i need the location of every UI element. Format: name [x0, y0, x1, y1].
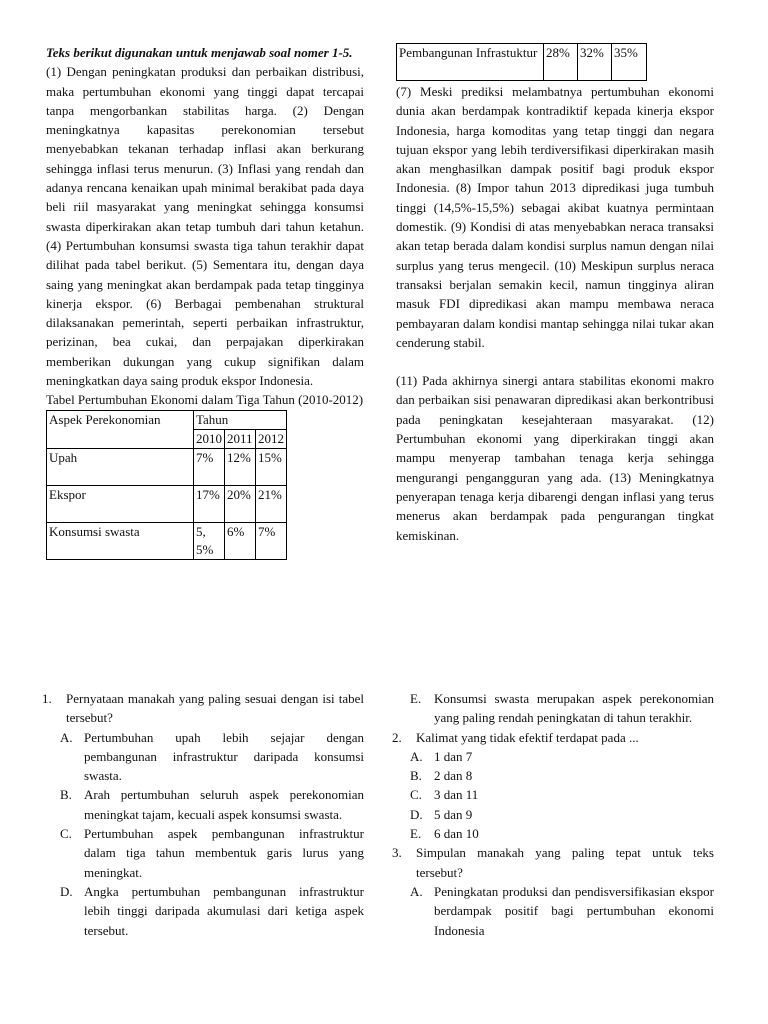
question-text: Simpulan manakah yang paling tepat untuk teks tersebut? — [416, 845, 714, 880]
option-label: A. — [410, 748, 423, 764]
table-caption: Tabel Pertumbuhan Ekonomi dalam Tiga Tahun (2010-2012) — [46, 392, 364, 408]
table-cell: 20% — [225, 485, 256, 522]
growth-table — [46, 410, 287, 560]
option-label: D. — [410, 806, 423, 822]
option-text: Pertumbuhan aspek pembangunan infrastruktur dalam tiga tahun membentuk garis lurus yang meningkat. — [84, 826, 364, 880]
table-row — [47, 485, 287, 522]
table-header-year: Tahun — [194, 410, 287, 429]
table-cell: 15% — [256, 448, 287, 485]
table-cell: 6% — [225, 522, 256, 559]
option-text: Arah pertumbuhan seluruh aspek perekonomian meningkat tajam, kecuali aspek konsumsi swasta. — [84, 787, 364, 822]
table-cell-aspect: Konsumsi swasta — [47, 522, 194, 559]
option-1d[interactable] — [42, 882, 364, 940]
option-text: Peningkatan produksi dan pendisversifikasian ekspor berdampak positif bagi pertumbuhan ekonomi Indonesia — [434, 883, 714, 938]
table-cell-aspect: Ekspor — [47, 485, 194, 522]
option-1c[interactable] — [42, 824, 364, 882]
table-year: 2010 — [194, 429, 225, 448]
table-cell: 5,5% — [194, 522, 225, 559]
question-text: Pernyataan manakah yang paling sesuai dengan isi tabel tersebut? — [66, 691, 364, 726]
option-label: D. — [60, 883, 73, 899]
option-label: B. — [410, 768, 422, 784]
table-row — [47, 448, 287, 485]
passage-paragraph-2: (7) Meski prediksi melambatnya pertumbuhan ekonomi dunia akan berdampak kontradiktif kepada kinerja ekspor Indonesia, harga komoditas yang tetap tinggi dan negara tujuan ekspor yang lebih terdiversifikasi diperkirakan masih akan menghasilkan dampak positif bagi produk ekspor Indonesia. (8) Impor tahun 2013 dipredikasi juga tumbuh tinggi (14,5%-15,5%) sebagai akibat kuatnya permintaan domestik. (9) Kondisi di atas menyebabkan neraca transaksi akan tetap berada dalam kondisi surplus namun dengan nilai surplus yang terus mengecil. (10) Meskipun surplus neraca transaksi berjalan semakin kecil, namun tingginya aliran masuk FDI dipredikasi akan mampu membawa neraca pembayaran dalam kondisi mantap sehingga nilai tukar akan cenderung stabil. — [396, 84, 714, 350]
option-text: 3 dan 11 — [434, 787, 479, 803]
option-label: E. — [410, 691, 422, 706]
option-1b[interactable] — [42, 785, 364, 824]
table-header-aspect: Aspek Perekonomian — [47, 410, 194, 448]
option-text: 5 dan 9 — [434, 806, 473, 822]
table-cell: 7% — [194, 448, 225, 485]
option-label: A. — [410, 883, 423, 899]
table-year: 2012 — [256, 429, 287, 448]
table-year: 2011 — [225, 429, 256, 448]
table-row — [397, 44, 647, 81]
table-cell: 17% — [194, 485, 225, 522]
option-2a[interactable] — [392, 747, 714, 766]
questions-left-column — [42, 689, 364, 940]
option-text: 6 dan 10 — [434, 826, 479, 842]
option-text: Pertumbuhan upah lebih sejajar dengan pembangunan infrastruktur daripada konsumsi swasta. — [84, 729, 364, 784]
table-cell-aspect: Upah — [47, 448, 194, 485]
option-label: E. — [410, 826, 422, 842]
option-label: B. — [60, 787, 72, 803]
table-cell: 12% — [225, 448, 256, 485]
passage-paragraph-1: (1) Dengan peningkatan produksi dan perbaikan distribusi, maka pertumbuhan ekonomi yang tinggi dapat tercapai tanpa mengorbankan stabilitas harga. (2) Dengan meningkatnya kapasitas perekonomian tersebut menyebabkan tekanan terhadap inflasi akan berkurang sehingga inflasi terus menurun. (3) Inflasi yang rendah dan adanya rencana kenaikan upah minimal berakibat pada daya beli riil masyarakat yang meningkat sehingga konsumsi swasta diperkirakan akan tetap tumbuh dari tahun ketahun. (4) Pertumbuhan konsumsi swasta tiga tahun terakhir dapat dilihat pada tabel berikut. (5) Sementara itu, dengan daya saing yang meningkat akan berdampak pada tetap tingginya kinerja ekspor. (6) Berbagai pembenahan struktural dilaksanakan pemerintah, seperti perbaikan infrastruktur, perizinan, bea cukai, dan perpajakan diperkirakan memberikan dukungan yang cukup signifikan dalam meningkatkan daya saing produk ekspor Indonesia. — [46, 64, 364, 389]
left-text-column — [46, 43, 364, 560]
right-text-column — [396, 43, 714, 545]
question-number: 1. — [42, 691, 52, 706]
question-text: Kalimat yang tidak efektif terdapat pada ... — [416, 729, 639, 745]
table-cell: 35% — [612, 44, 647, 81]
option-label: C. — [410, 787, 422, 803]
table-header-row — [47, 410, 287, 429]
growth-table-continued — [396, 43, 647, 81]
option-2d[interactable] — [392, 805, 714, 824]
option-text: 1 dan 7 — [434, 748, 473, 764]
option-2e[interactable] — [392, 824, 714, 843]
option-2c[interactable] — [392, 785, 714, 804]
table-row — [47, 522, 287, 559]
question-number: 2. — [392, 729, 402, 745]
passage-paragraph-3: (11) Pada akhirnya sinergi antara stabilitas ekonomi makro dan perbaikan sisi penawaran dipredikasi akan berkontribusi pada peningkatan kesejahteraan masyarakat. (12) Pertumbuhan ekonomi yang diperkirakan tinggi akan mampu menyerap tambahan tenaga kerja sehingga mengurangi pengangguran yang ada. (13) Meningkatnya penyerapan tenaga kerja dibarengi dengan inflasi yang terus menerus akan berdampak pada pengurangan tingkat kemiskinan. — [396, 373, 714, 543]
question-number: 3. — [392, 845, 402, 861]
option-1e[interactable] — [392, 689, 714, 728]
question-1 — [42, 689, 364, 728]
questions-right-column — [392, 689, 714, 940]
table-cell: 28% — [544, 44, 578, 81]
question-2 — [392, 728, 714, 747]
option-1a[interactable] — [42, 728, 364, 786]
option-label: A. — [60, 729, 73, 745]
option-text: Konsumsi swasta merupakan aspek perekonomian yang paling rendah peningkatan di tahun terakhir. — [434, 691, 714, 726]
question-3 — [392, 843, 714, 882]
option-3a[interactable] — [392, 882, 714, 940]
option-text: Angka pertumbuhan pembangunan infrastruktur lebih tinggi daripada akumulasi dari ketiga aspek tersebut. — [84, 883, 364, 938]
option-label: C. — [60, 826, 72, 842]
option-2b[interactable] — [392, 766, 714, 785]
option-text: 2 dan 8 — [434, 768, 473, 784]
table-cell-aspect: Pembangunan Infrastuktur — [397, 44, 544, 81]
passage-heading: Teks berikut digunakan untuk menjawab soal nomer 1-5. — [46, 45, 353, 60]
table-cell: 32% — [578, 44, 612, 81]
table-cell: 7% — [256, 522, 287, 559]
table-cell: 21% — [256, 485, 287, 522]
